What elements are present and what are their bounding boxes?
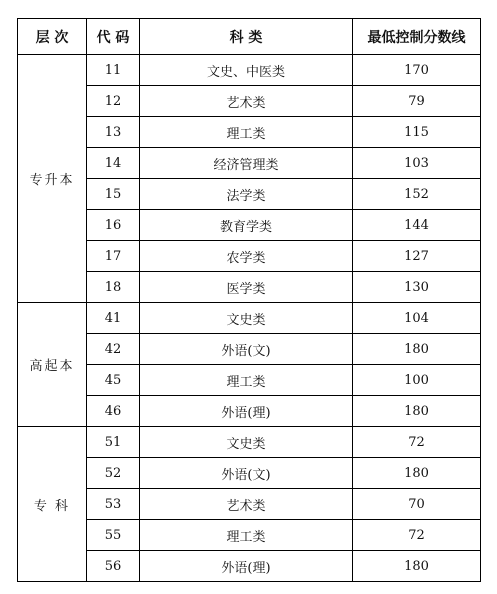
table-row [18,241,481,272]
category-cell: 外语(理) [140,396,353,427]
score-cell: 180 [353,396,481,427]
level-cell: 高起本 [18,303,87,427]
score-cell: 180 [353,334,481,365]
category-cell: 艺术类 [140,489,353,520]
table-header [18,19,481,55]
table-row [18,86,481,117]
score-cell: 72 [353,427,481,458]
header-code: 代 码 [87,19,140,55]
score-cell: 127 [353,241,481,272]
score-cell: 72 [353,520,481,551]
category-cell: 教育学类 [140,210,353,241]
table-body [18,55,481,582]
category-cell: 文史类 [140,427,353,458]
table-row [18,458,481,489]
score-cell: 103 [353,148,481,179]
score-table [17,18,481,582]
table-row [18,334,481,365]
score-cell: 130 [353,272,481,303]
table-row [18,427,481,458]
table-row [18,520,481,551]
category-cell: 法学类 [140,179,353,210]
code-cell: 15 [87,179,140,210]
code-cell: 52 [87,458,140,489]
code-cell: 13 [87,117,140,148]
category-cell: 医学类 [140,272,353,303]
code-cell: 51 [87,427,140,458]
category-cell: 文史、中医类 [140,55,353,86]
code-cell: 12 [87,86,140,117]
category-cell: 外语(理) [140,551,353,582]
category-cell: 经济管理类 [140,148,353,179]
code-cell: 16 [87,210,140,241]
code-cell: 46 [87,396,140,427]
header-min-score: 最低控制分数线 [353,19,481,55]
score-cell: 180 [353,551,481,582]
table-row [18,396,481,427]
table-row [18,55,481,86]
category-cell: 外语(文) [140,458,353,489]
category-cell: 外语(文) [140,334,353,365]
table-row [18,303,481,334]
category-cell: 理工类 [140,365,353,396]
table-row [18,272,481,303]
code-cell: 56 [87,551,140,582]
table-row [18,179,481,210]
table-row [18,210,481,241]
code-cell: 17 [87,241,140,272]
code-cell: 45 [87,365,140,396]
table-row [18,489,481,520]
header-row [18,19,481,55]
code-cell: 18 [87,272,140,303]
category-cell: 艺术类 [140,86,353,117]
code-cell: 41 [87,303,140,334]
code-cell: 14 [87,148,140,179]
code-cell: 53 [87,489,140,520]
table-row [18,117,481,148]
category-cell: 理工类 [140,520,353,551]
level-cell: 专升本 [18,55,87,303]
table-row [18,365,481,396]
score-cell: 79 [353,86,481,117]
header-level: 层 次 [18,19,87,55]
category-cell: 理工类 [140,117,353,148]
table-row [18,148,481,179]
score-cell: 104 [353,303,481,334]
category-cell: 文史类 [140,303,353,334]
score-cell: 115 [353,117,481,148]
score-cell: 70 [353,489,481,520]
score-cell: 170 [353,55,481,86]
score-cell: 152 [353,179,481,210]
code-cell: 55 [87,520,140,551]
score-cell: 180 [353,458,481,489]
code-cell: 42 [87,334,140,365]
table-row [18,551,481,582]
score-cell: 144 [353,210,481,241]
score-cell: 100 [353,365,481,396]
header-category: 科 类 [140,19,353,55]
level-cell: 专 科 [18,427,87,582]
category-cell: 农学类 [140,241,353,272]
code-cell: 11 [87,55,140,86]
